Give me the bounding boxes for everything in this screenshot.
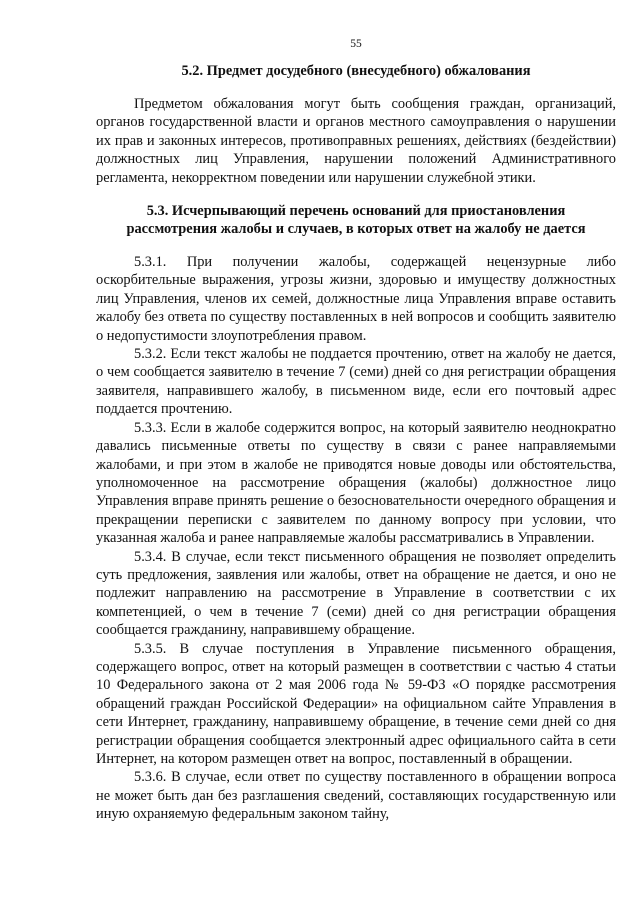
paragraph-5-3-3: 5.3.3. Если в жалобе содержится вопрос, на который заявителю неоднократно давались письменные ответы по существу в связи с ранее направляемыми жалобами, и при этом в жалобе не приводятся новые доводы или обстоятельства, уполномоченное на рассмотрение обращения (жалобы) должностное лицо Управления вправе принять решение о безосновательности очередного обращения и прекращении переписки с заявителем по данному вопросу при условии, что указанная жалоба и ранее направляемые жалобы рассматривались в Управлении. [96,419,616,547]
section-5-2-heading: 5.2. Предмет досудебного (внесудебного) обжалования [181,63,531,79]
paragraph-5-3-2: 5.3.2. Если текст жалобы не поддается прочтению, ответ на жалобу не дается, о чем сообщается заявителю в течение 7 (семи) дней со дня регистрации обращения заявителя, направившего жалобу, в письменном виде, если его почтовый адрес поддается прочтению. [96,346,616,418]
paragraph-5-3-4: 5.3.4. В случае, если текст письменного обращения не позволяет определить суть предложения, заявления или жалобы, ответ на обращение не дается, и оно не подлежит направлению на рассмотрение в Управление в соответствии с их компетенцией, о чем в течение 7 (семи) дней со дня регистрации обращения сообщается гражданину, направившему обращение. [96,548,616,639]
page-number: 55 [350,38,362,50]
paragraph-5-3-5: 5.3.5. В случае поступления в Управление письменного обращения, содержащего вопрос, ответ на который размещен в соответствии с частью 4 статьи 10 Федерального закона от 2 мая 2006 года № 59-ФЗ «О порядке рассмотрения обращений граждан Российской Федерации» на официальном сайте Управления в сети Интернет, гражданину, направившему обращение, в течение семи дней со дня регистрации обращения сообщается электронный адрес официального сайта в сети Интернет, на котором размещен ответ на вопрос, поставленный в обращении. [96,640,616,767]
section-5-2-paragraph: Предметом обжалования могут быть сообщения граждан, организаций, органов государственной власти и органов местного самоуправления о нарушении их прав и законных интересов, противоправных решениях, действиях (бездействии) должностных лиц Управления, нарушении положений Административного регламента, некорректном поведении или нарушении служебной этики. [96,96,616,186]
paragraph-5-3-1: 5.3.1. При получении жалобы, содержащей нецензурные либо оскорбительные выражения, угрозы жизни, здоровью и имуществу должностных лиц Управления, членов их семей, должностные лица Управления вправе оставить жалобу без ответа по существу поставленных в ней вопросов и сообщить заявителю о недопустимости злоупотребления правом. [96,254,616,344]
section-5-3-heading [96,202,616,238]
section-5-3-heading-line1: 5.3. Исчерпывающий перечень оснований для приостановления [146,203,566,220]
section-5-3-heading-line2: рассмотрения жалобы и случаев, в которых ответ на жалобу не дается [126,221,586,238]
document-page [96,38,616,824]
paragraph-5-3-6: 5.3.6. В случае, если ответ по существу поставленного в обращении вопроса не может быть дан без разглашения сведений, составляющих государственную или иную охраняемую федеральным законом тайну, [96,769,616,823]
